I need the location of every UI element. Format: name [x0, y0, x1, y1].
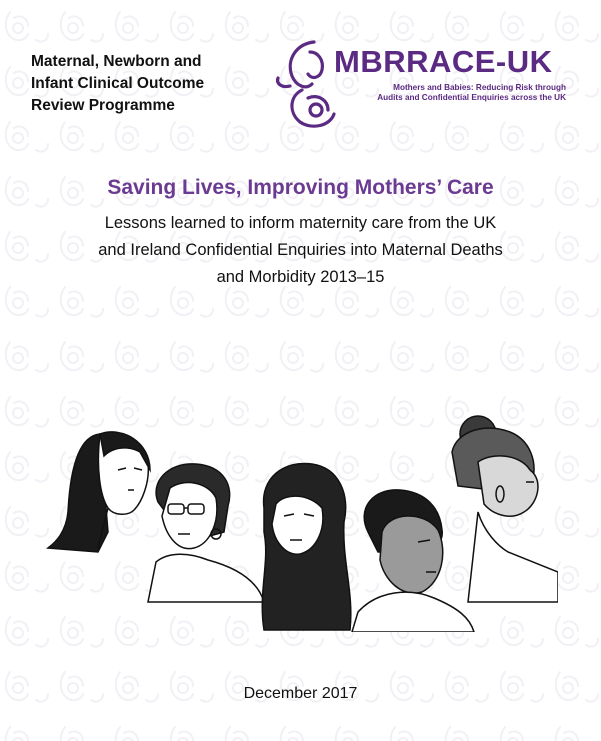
- programme-line-3: Review Programme: [31, 97, 175, 114]
- programme-line-2: Infant Clinical Outcome: [31, 75, 205, 92]
- portrait-woman-4: [352, 490, 474, 632]
- mbrrace-logo: [272, 38, 572, 130]
- logo-wordmark: MBRRACE-UK: [334, 44, 553, 79]
- subtitle-line-1: Lessons learned to inform maternity care from the UK: [104, 214, 497, 232]
- portrait-woman-5: [452, 416, 558, 602]
- subtitle-line-2: and Ireland Confidential Enquiries into Maternal Deaths: [98, 241, 503, 259]
- logo-tagline: [368, 83, 566, 103]
- portrait-woman-2: [148, 464, 264, 602]
- report-subtitle: [40, 210, 561, 291]
- report-title: Saving Lives, Improving Mothers’ Care: [107, 176, 494, 199]
- logo-tagline-line-2: Audits and Confidential Enquiries across the UK: [377, 93, 566, 102]
- programme-line-1: Maternal, Newborn and: [31, 53, 202, 70]
- women-portraits-illustration: [38, 412, 558, 632]
- portrait-woman-1: [48, 432, 150, 552]
- logo-tagline-line-1: Mothers and Babies: Reducing Risk through: [393, 83, 566, 92]
- programme-name: [31, 51, 261, 117]
- subtitle-line-3: and Morbidity 2013–15: [216, 268, 385, 286]
- publication-date: December 2017: [243, 685, 358, 702]
- portrait-woman-3: [262, 463, 351, 630]
